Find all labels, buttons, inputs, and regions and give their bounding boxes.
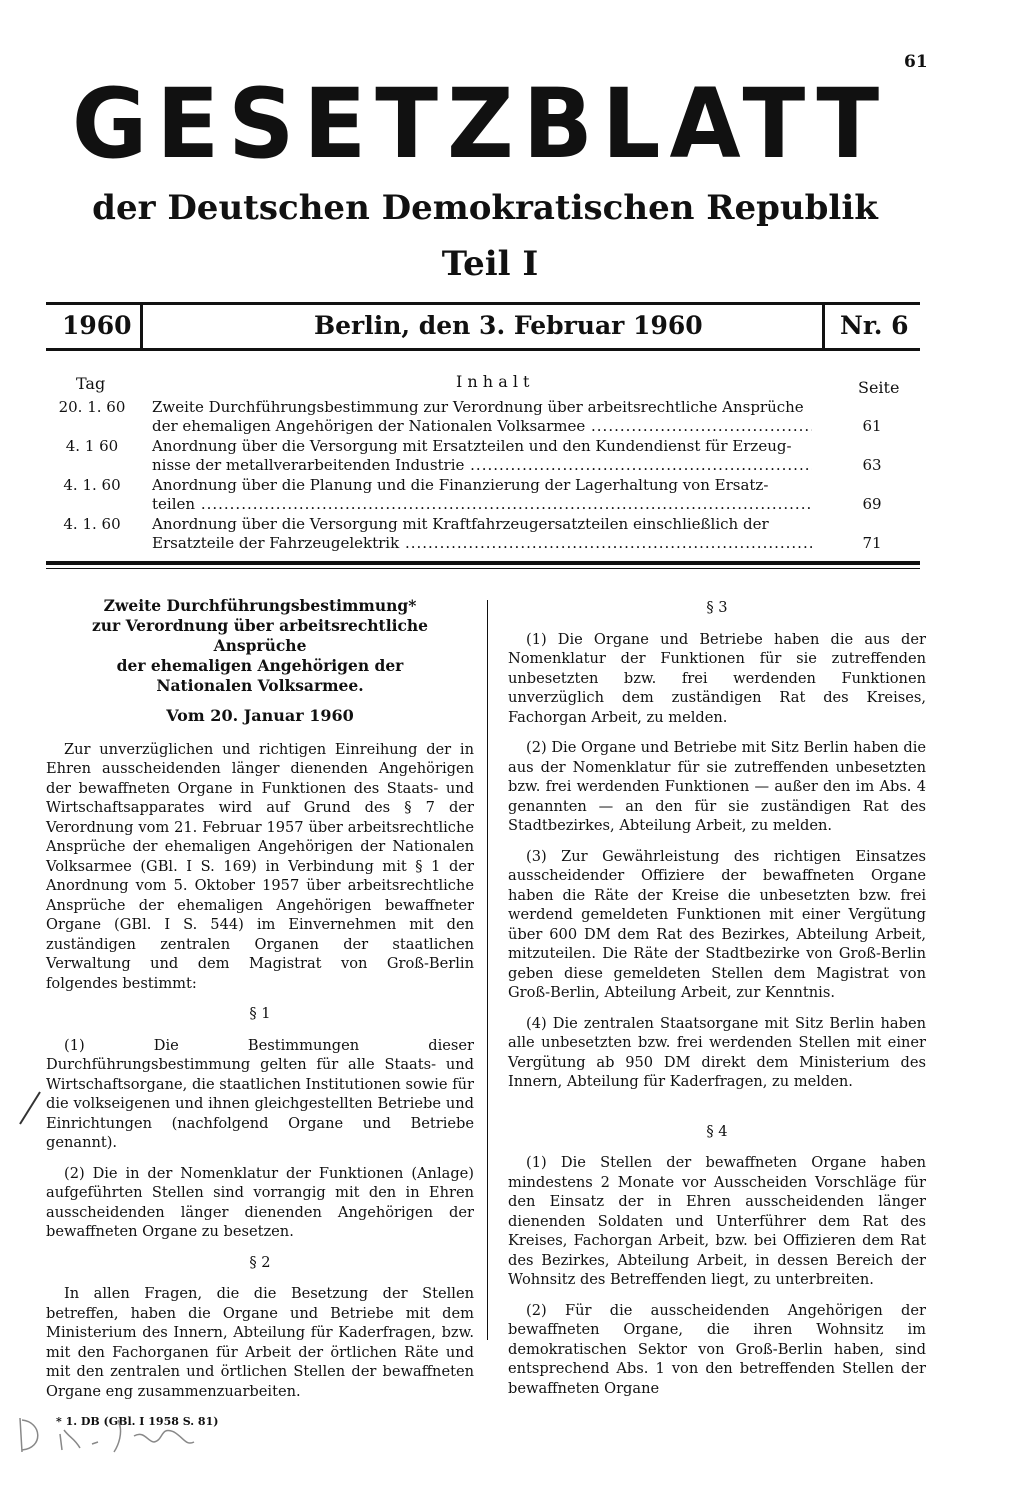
section-paragraph: (1) Die Bestimmungen dieser Durchführungsbestimmung gelten für alle Staats- und Wirtschaftsorgane, die staatlichen Institutionen sowie für die volkseigenen und ihnen gleichgestellten Betriebe und Einrichtungen (nachfolgend Organe und Betriebe genannt).	[46, 1036, 474, 1151]
toc-rule-thick	[46, 561, 920, 565]
section-paragraph: (1) Die Stellen der bewaffneten Organe haben mindestens 2 Monate vor Ausscheiden Vorschläge für den Einsatz der in Ehren ausscheidenden länger dienenden Soldaten und Unterführer dem Rat des Kreises, Fachorgan Arbeit, bzw. bei Offizieren dem Rat des Bezirkes, Abteilung Arbeit, in dessen Bereich der Wohnsitz des Betreffenden liegt, zu unterbreiten.	[508, 1154, 926, 1288]
section-paragraph: (1) Die Organe und Betriebe haben die aus der Nomenklatur der Funktionen für sie zutreffenden unbesetzten bzw. frei werdenden Funktionen unverzüglich dem zuständigen Rat des Kreises, Fachorgan Arbeit, zu melden.	[508, 630, 926, 726]
preamble: Zur unverzüglichen und richtigen Einreihung der in Ehren ausscheidenden länger dienenden Angehörigen der bewaffneten Organe in Funktionen des Staats- und Wirtschaftsapparates wird auf Grund des § 7 der Verordnung vom 21. Februar 1957 über arbeitsrechtliche Ansprüche der ehemaligen Angehörigen der Nationalen Volksarmee (GBl. I S. 169) in Verbindung mit § 1 der Anordnung vom 5. Oktober 1957 über arbeitsrechtliche Ansprüche der ehemaligen Angehörigen bewaffneter Organe (GBl. I S. 544) im Einvernehmen mit den zuständigen zentralen Organen der staatlichen Verwaltung und dem Magistrat von Groß-Berlin folgendes bestimmt:	[46, 740, 474, 992]
toc-header-day: Tag	[76, 374, 106, 393]
toc-date: 4. 1. 60	[63, 476, 121, 494]
toc-row	[52, 476, 912, 516]
toc-date: 4. 1 60	[65, 437, 119, 455]
article-left-column	[46, 596, 474, 1432]
toc-description: Anordnung über die Planung und die Finanzierung der Lagerhaltung von Ersatz-	[152, 476, 769, 494]
toc-page: 61	[862, 417, 882, 435]
section-paragraph: In allen Fragen, die die Besetzung der Stellen betreffen, haben die Organe und Betriebe mit dem Ministerium des Innern, Abteilung für Kaderfragen, bzw. mit den Fachorganen für Arbeit der örtlichen Räte und mit den zentralen und örtlichen Stellen der bewaffneten Organe eng zusammenzuarbeiten.	[46, 1285, 474, 1400]
masthead-subtitle: der Deutschen Demokratischen Republik	[92, 188, 878, 228]
column-divider	[487, 600, 488, 1340]
toc-page: 63	[862, 456, 882, 474]
section-paragraph: (2) Die in der Nomenklatur der Funktionen (Anlage) aufgeführten Stellen sind vorrangig mit den in Ehren ausscheidenden länger dienenden Angehörigen der bewaffneten Organe zu besetzen.	[46, 1164, 474, 1240]
issue-bar-divider-right	[822, 305, 825, 348]
toc-description: Anordnung über die Versorgung mit Ersatzteilen und den Kundendienst für Erzeug-	[152, 437, 792, 455]
toc-page: 69	[862, 495, 882, 513]
issue-place-date: Berlin, den 3. Februar 1960	[314, 311, 703, 340]
article-title	[46, 596, 474, 696]
issue-bar-divider-left	[140, 305, 143, 348]
toc-row	[52, 515, 912, 555]
article-date: Vom 20. Januar 1960	[166, 706, 354, 725]
toc-row	[52, 437, 912, 477]
article-title-line: Zweite Durchführungsbestimmung*	[103, 596, 417, 615]
issue-year: 1960	[62, 311, 132, 340]
article-title-line: der ehemaligen Angehörigen der	[116, 656, 404, 675]
toc-description-continued: teilen .....	[152, 495, 812, 514]
section-paragraph: (4) Die zentralen Staatsorgane mit Sitz Berlin haben alle unbesetzten bzw. frei werdenden Stellen mit einer Vergütung ab 950 DM direkt dem Ministerium des Innern, Abteilung für Kaderfragen, zu melden.	[508, 1014, 926, 1090]
toc-date: 20. 1. 60	[58, 398, 126, 416]
section-paragraph: (2) Die Organe und Betriebe mit Sitz Berlin haben die aus der Nomenklatur für sie zutreffenden unbesetzten bzw. frei werdenden Funktionen — außer den im Abs. 4 genannten — an den für sie zuständigen Rat des Stadtbezirkes, Abteilung Arbeit, zu melden.	[508, 739, 926, 834]
masthead-title: GESETZBLATT	[71, 72, 889, 177]
article-title-line: Nationalen Volksarmee.	[156, 676, 364, 695]
footnote: * 1. DB (GBl. I 1958 S. 81)	[56, 1415, 219, 1428]
section-paragraph: (2) Für die ausscheidenden Angehörigen der bewaffneten Organe, die ihren Wohnsitz im demokratischen Sektor von Groß-Berlin haben, sind entsprechend Abs. 1 von den betreffenden Stellen der bewaffneten Organe	[508, 1301, 926, 1397]
page-number: 61	[904, 52, 928, 72]
article-right-column	[508, 596, 926, 1409]
issue-bar-top-rule	[46, 302, 920, 305]
toc-description: Anordnung über die Versorgung mit Kraftfahrzeugersatzteilen einschließlich der	[152, 515, 769, 533]
issue-number: Nr. 6	[840, 311, 909, 340]
section-heading: § 4	[706, 1122, 728, 1140]
section-heading: § 1	[249, 1005, 271, 1022]
margin-pen-stroke	[14, 1088, 44, 1128]
section-paragraph: (3) Zur Gewährleistung des richtigen Einsatzes ausscheidender Offiziere der bewaffneten Organe haben die Räte der Kreise die unbesetzten bzw. frei werdend gemeldeten Funktionen mit einer Vergütung über 600 DM dem Rat des Bezirkes, Abteilung Arbeit, mitzuteilen. Die Räte der Stadtbezirke von Groß-Berlin geben diese gemeldeten Stellen dem Magistrat von Groß-Berlin, Abteilung Arbeit, zur Kenntnis.	[508, 847, 926, 1001]
article-title-line: zur Verordnung über arbeitsrechtliche Ansprüche	[91, 616, 429, 655]
toc-description-continued: der ehemaligen Angehörigen der Nationalen Volksarmee .....	[152, 417, 812, 436]
toc-description: Zweite Durchführungsbestimmung zur Verordnung über arbeitsrechtliche Ansprüche	[152, 398, 804, 416]
toc-rule-thin	[46, 568, 920, 569]
toc-header-contents: I n h a l t	[456, 372, 530, 391]
section-heading: § 3	[706, 599, 728, 616]
toc-row	[52, 398, 912, 438]
masthead-part: Teil I	[441, 244, 539, 284]
issue-bar-bottom-rule	[46, 348, 920, 351]
toc-date: 4. 1. 60	[63, 515, 121, 533]
section-heading: § 2	[249, 1253, 271, 1271]
toc-header-page: Seite	[858, 378, 900, 397]
toc-description-continued: Ersatzteile der Fahrzeugelektrik .....	[152, 534, 812, 553]
toc-page: 71	[862, 534, 882, 552]
toc-description-continued: nisse der metallverarbeitenden Industrie .....	[152, 456, 812, 475]
handwritten-scribble	[14, 1412, 204, 1458]
